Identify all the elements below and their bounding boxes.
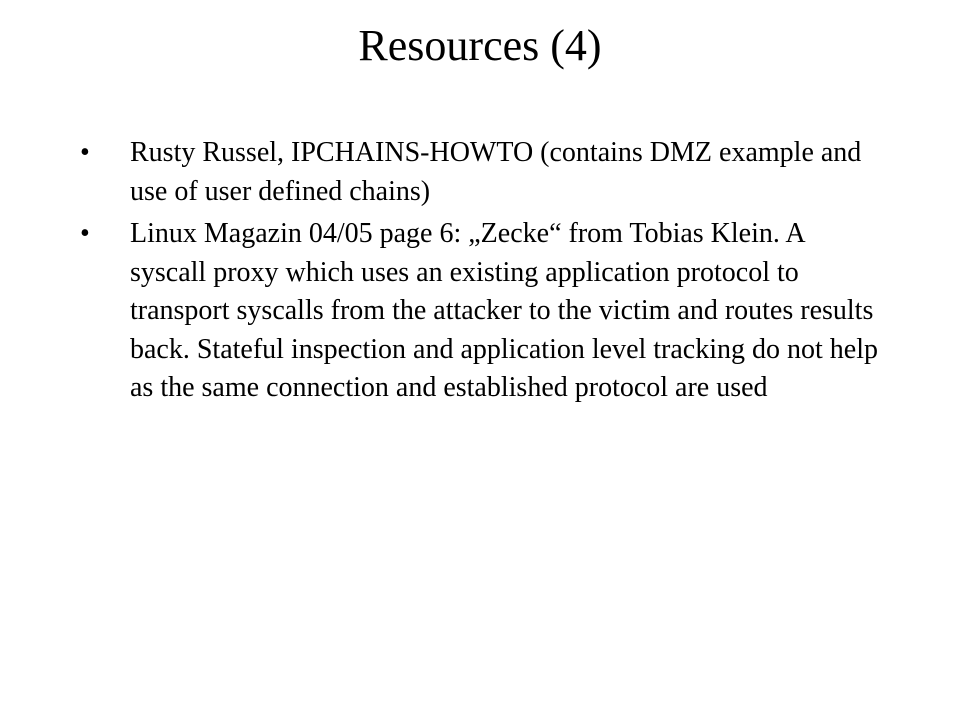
bullet-item [80,134,880,211]
bullet-item [80,215,880,408]
bullet-text: Linux Magazin 04/05 page 6: „Zecke“ from Tobias Klein. A syscall proxy which uses an existing application protocol to transport syscalls from the attacker to the victim and routes results back. Stateful inspection and application level tracking do not help as the same connection and established protocol are used [130,218,879,403]
bullet-marker: • [80,218,90,249]
bullet-text: Rusty Russel, IPCHAINS-HOWTO (contains DMZ example and use of user defined chains) [130,137,862,207]
bullet-marker: • [80,137,90,168]
slide-title: Resources (4) [358,21,602,70]
bullet-list [80,134,880,412]
